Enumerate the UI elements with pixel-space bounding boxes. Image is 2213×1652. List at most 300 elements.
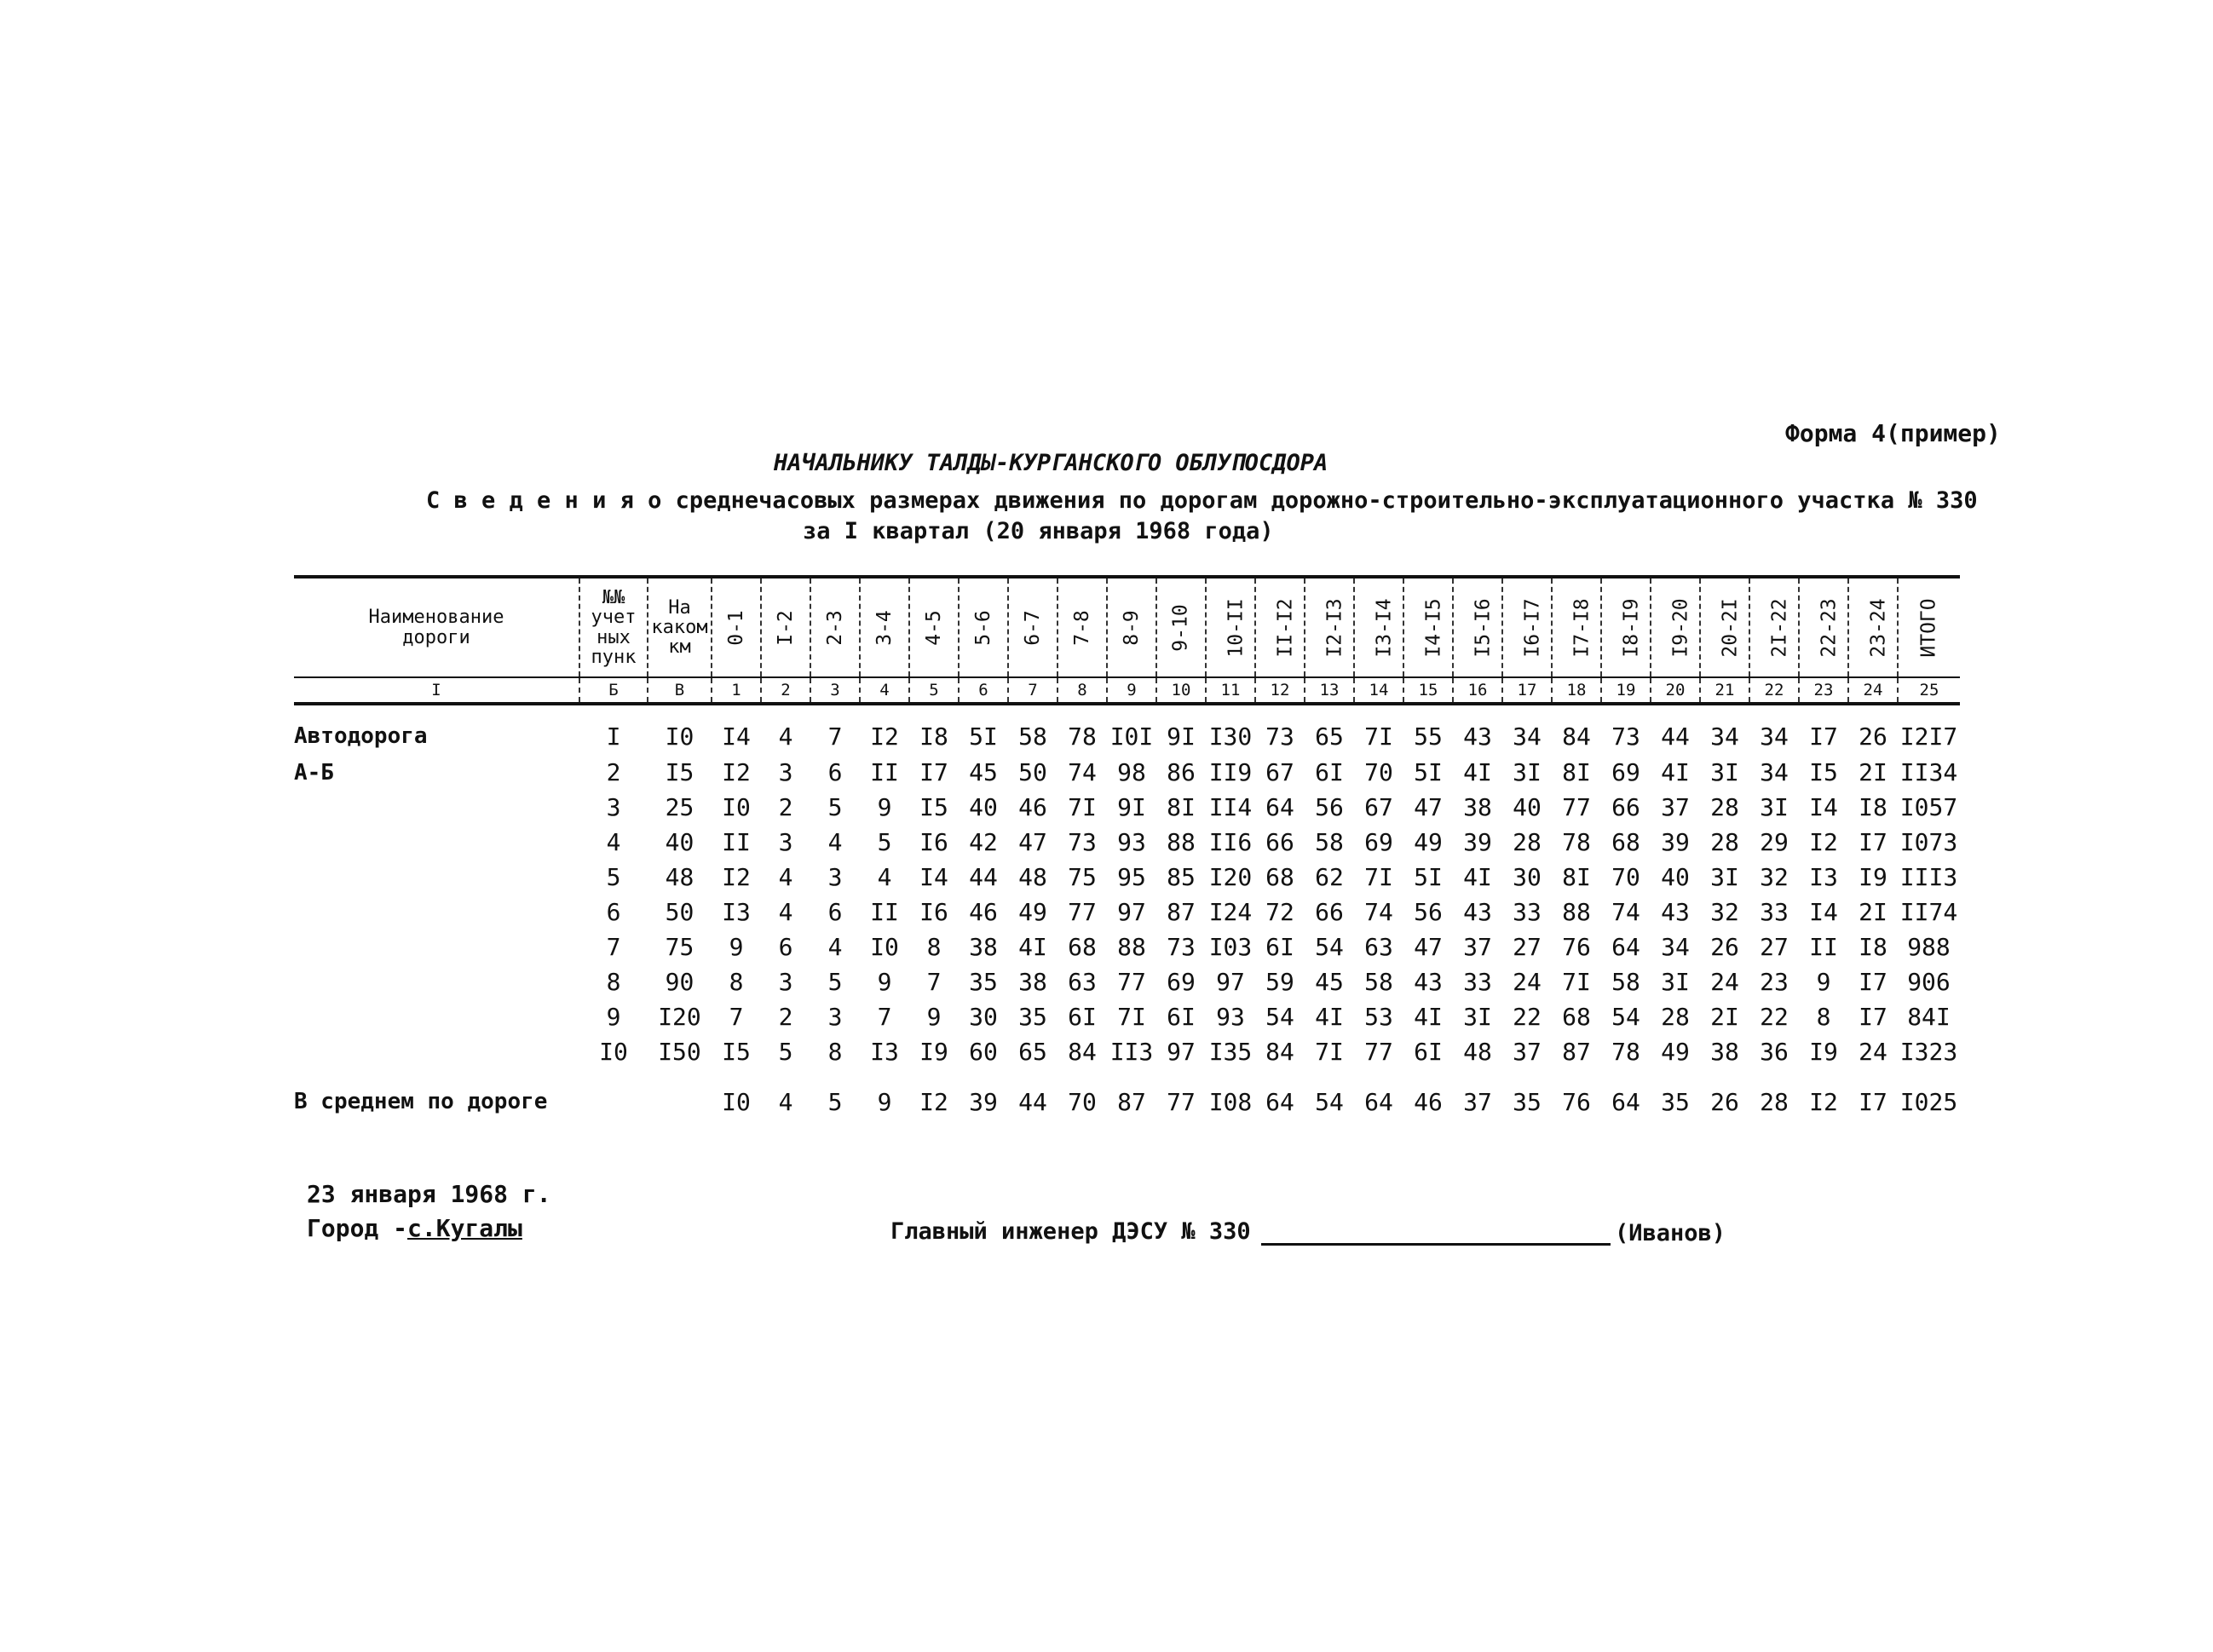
hourly-value-cell: 2I xyxy=(1710,1003,1739,1031)
hourly-value-cell: I7 xyxy=(1859,828,1887,856)
hourly-value-cell: I5 xyxy=(1809,758,1838,786)
point-number-cell: 4 xyxy=(606,828,621,856)
hour-header-label: 0-1 xyxy=(724,609,747,646)
road-name-cell xyxy=(294,999,579,1034)
hourly-value-cell: 44 xyxy=(969,863,998,891)
hourly-value-cell: 6I xyxy=(1167,1003,1196,1031)
hourly-value-cell: 44 xyxy=(1661,722,1690,751)
hourly-value-cell: 85 xyxy=(1167,863,1196,891)
hourly-value-cell: 4 xyxy=(877,863,892,891)
hourly-value-cell: 3 xyxy=(778,758,793,786)
hourly-value-cell: I2 xyxy=(722,758,751,786)
table-row xyxy=(294,790,1960,825)
signature-line xyxy=(1261,1243,1611,1246)
table-body xyxy=(294,704,1960,1124)
hourly-value-cell: 97 xyxy=(1117,898,1146,926)
hour-header-label: I5-I6 xyxy=(1472,597,1495,658)
hourly-value-cell: 53 xyxy=(1364,1003,1393,1031)
hour-header xyxy=(1008,577,1058,677)
hourly-value-cell: 36 xyxy=(1760,1038,1789,1066)
hourly-value-cell: 72 xyxy=(1265,898,1294,926)
hourly-value-cell: 58 xyxy=(1611,968,1640,996)
km-cell: I50 xyxy=(658,1038,701,1066)
hourly-value-cell: 9 xyxy=(877,968,892,996)
hour-header-label: 3-4 xyxy=(873,609,896,646)
hourly-value-cell: 28 xyxy=(1710,828,1739,856)
hourly-value-cell: 84 xyxy=(1265,1038,1294,1066)
km-header-line: каком xyxy=(651,616,708,638)
hourly-value-cell: 8I xyxy=(1167,793,1196,821)
hour-header xyxy=(810,577,860,677)
hourly-value-cell: 46 xyxy=(969,898,998,926)
hourly-value-cell: 42 xyxy=(969,828,998,856)
hourly-value-cell: 9 xyxy=(926,1003,942,1031)
hourly-value-cell: 84 xyxy=(1068,1038,1097,1066)
hourly-value-cell: I6 xyxy=(919,898,948,926)
km-cell: I5 xyxy=(665,758,694,786)
hourly-value-cell: 9 xyxy=(1816,968,1831,996)
hourly-value-cell: 43 xyxy=(1463,898,1492,926)
hourly-value-cell: 64 xyxy=(1611,933,1640,961)
hourly-value-cell: 3 xyxy=(827,863,843,891)
hourly-value-cell: I20 xyxy=(1208,863,1253,891)
hourly-value-cell: 65 xyxy=(1018,1038,1047,1066)
hourly-value-cell: 48 xyxy=(1018,863,1047,891)
hourly-value-cell: 78 xyxy=(1562,828,1591,856)
hour-header-label: I-2 xyxy=(774,609,797,646)
hourly-value-cell: 9 xyxy=(729,933,744,961)
report-date: 23 января 1968 г. xyxy=(307,1180,551,1208)
hourly-value-cell: I2 xyxy=(722,863,751,891)
hourly-value-cell: I8 xyxy=(1859,793,1887,821)
column-number: 11 xyxy=(1206,677,1255,704)
hourly-value-cell: 33 xyxy=(1463,968,1492,996)
hourly-value-cell: 88 xyxy=(1562,898,1591,926)
hourly-value-cell: 38 xyxy=(1463,793,1492,821)
column-number: 13 xyxy=(1305,677,1354,704)
hourly-value-cell: 3I xyxy=(1513,758,1542,786)
hourly-value-cell: I3 xyxy=(722,898,751,926)
total-header-label: ИТОГО xyxy=(1918,597,1940,658)
table-header-row xyxy=(294,577,1960,677)
hourly-value-cell: 7I xyxy=(1562,968,1591,996)
road-name-cell xyxy=(294,895,579,930)
hourly-value-cell: 8I xyxy=(1562,758,1591,786)
hourly-value-cell: I35 xyxy=(1208,1038,1253,1066)
point-number-cell: I xyxy=(606,722,621,751)
hourly-value-cell: 77 xyxy=(1364,1038,1393,1066)
hourly-value-cell: 4I xyxy=(1414,1003,1443,1031)
hourly-value-cell: 49 xyxy=(1018,898,1047,926)
total-cell: I323 xyxy=(1899,1038,1958,1066)
average-value-cell: I08 xyxy=(1208,1087,1253,1116)
km-cell: 40 xyxy=(665,828,694,856)
hourly-value-cell: II xyxy=(722,828,751,856)
column-number: 2 xyxy=(761,677,810,704)
hourly-value-cell: 9I xyxy=(1167,722,1196,751)
hour-header xyxy=(1848,577,1898,677)
road-name-cell: А-Б xyxy=(294,759,334,786)
hourly-value-cell: 69 xyxy=(1611,758,1640,786)
hourly-value-cell: 33 xyxy=(1760,898,1789,926)
column-number-row xyxy=(294,677,1960,704)
hourly-value-cell: 6 xyxy=(778,933,793,961)
hourly-value-cell: 5I xyxy=(1414,758,1443,786)
hourly-value-cell: 50 xyxy=(1018,758,1047,786)
hourly-value-cell: 59 xyxy=(1265,968,1294,996)
hourly-value-cell: 67 xyxy=(1265,758,1294,786)
hourly-value-cell: 47 xyxy=(1414,793,1443,821)
hourly-value-cell: 35 xyxy=(1018,1003,1047,1031)
hourly-value-cell: 48 xyxy=(1463,1038,1492,1066)
average-value-cell: 37 xyxy=(1463,1087,1492,1116)
hourly-value-cell: 3 xyxy=(827,1003,843,1031)
hourly-value-cell: I4 xyxy=(919,863,948,891)
hourly-value-cell: 5 xyxy=(827,968,843,996)
road-name-header-line: Наименование xyxy=(368,607,504,629)
total-cell: I2I7 xyxy=(1899,722,1958,751)
column-number: 8 xyxy=(1058,677,1107,704)
hourly-value-cell: 3 xyxy=(778,828,793,856)
signer-name: (Иванов) xyxy=(1615,1220,1726,1246)
average-value-cell: 35 xyxy=(1661,1087,1690,1116)
average-value-cell: 35 xyxy=(1513,1087,1542,1116)
hour-header-label: II-I2 xyxy=(1274,597,1297,658)
hourly-value-cell: I24 xyxy=(1208,898,1253,926)
total-cell: II74 xyxy=(1899,898,1958,926)
hourly-value-cell: 30 xyxy=(1513,863,1542,891)
hourly-value-cell: 5I xyxy=(969,722,998,751)
column-number: 22 xyxy=(1749,677,1799,704)
hourly-value-cell: 54 xyxy=(1315,933,1344,961)
hourly-value-cell: 22 xyxy=(1760,1003,1789,1031)
hourly-value-cell: 54 xyxy=(1611,1003,1640,1031)
hourly-value-cell: 47 xyxy=(1018,828,1047,856)
hourly-value-cell: 5 xyxy=(827,793,843,821)
hourly-value-cell: 58 xyxy=(1315,828,1344,856)
road-name-cell xyxy=(294,860,579,895)
hourly-value-cell: 22 xyxy=(1513,1003,1542,1031)
hourly-value-cell: 4I xyxy=(1661,758,1690,786)
average-value-cell: 64 xyxy=(1265,1087,1294,1116)
column-number: 12 xyxy=(1255,677,1305,704)
hour-header-label: 5-6 xyxy=(971,609,994,646)
hour-header-label: I7-I8 xyxy=(1570,597,1593,658)
hourly-value-cell: 45 xyxy=(969,758,998,786)
hourly-value-cell: 24 xyxy=(1710,968,1739,996)
hourly-value-cell: 70 xyxy=(1364,758,1393,786)
hourly-value-cell: II6 xyxy=(1208,828,1253,856)
hourly-value-cell: 7I xyxy=(1117,1003,1146,1031)
road-name-cell xyxy=(294,1034,579,1069)
hourly-value-cell: 43 xyxy=(1661,898,1690,926)
hourly-value-cell: 3I xyxy=(1661,968,1690,996)
hourly-value-cell: I9 xyxy=(919,1038,948,1066)
hour-header-label: 22-23 xyxy=(1818,597,1841,658)
hourly-value-cell: 30 xyxy=(969,1003,998,1031)
hourly-value-cell: 55 xyxy=(1414,722,1443,751)
hourly-value-cell: 4 xyxy=(778,863,793,891)
hourly-value-cell: 5 xyxy=(778,1038,793,1066)
hourly-value-cell: 6I xyxy=(1315,758,1344,786)
point-no-header-line: учет xyxy=(591,607,637,629)
hourly-value-cell: 7 xyxy=(877,1003,892,1031)
hourly-value-cell: 32 xyxy=(1760,863,1789,891)
hourly-value-cell: 49 xyxy=(1661,1038,1690,1066)
hourly-value-cell: 4I xyxy=(1463,863,1492,891)
hour-header xyxy=(1552,577,1601,677)
table-row xyxy=(294,964,1960,999)
average-value-cell: 87 xyxy=(1117,1087,1146,1116)
hourly-value-cell: 45 xyxy=(1315,968,1344,996)
road-name-cell xyxy=(294,790,579,825)
table-row xyxy=(294,1034,1960,1069)
hourly-value-cell: 46 xyxy=(1018,793,1047,821)
hour-header xyxy=(1107,577,1156,677)
average-value-cell: 5 xyxy=(827,1087,843,1116)
average-value-cell: I0 xyxy=(722,1087,751,1116)
city-label: Город - xyxy=(307,1214,408,1242)
average-value-cell: 64 xyxy=(1364,1087,1393,1116)
hourly-value-cell: 64 xyxy=(1265,793,1294,821)
point-number-cell: I0 xyxy=(599,1038,628,1066)
hour-header xyxy=(1255,577,1305,677)
hourly-value-cell: 4I xyxy=(1315,1003,1344,1031)
hourly-value-cell: II3 xyxy=(1109,1038,1154,1066)
km-header-line: На xyxy=(668,596,691,619)
hour-header-label: I6-I7 xyxy=(1521,597,1544,658)
average-label: В среднем по дороге xyxy=(294,1089,548,1114)
hourly-value-cell: 75 xyxy=(1068,863,1097,891)
hourly-value-cell: 58 xyxy=(1364,968,1393,996)
total-cell: I057 xyxy=(1899,793,1958,821)
hourly-value-cell: 8I xyxy=(1562,863,1591,891)
point-number-cell: 6 xyxy=(606,898,621,926)
hourly-value-cell: 84 xyxy=(1562,722,1591,751)
point-number-cell: 2 xyxy=(606,758,621,786)
hour-header-label: 10-II xyxy=(1225,597,1248,658)
hourly-value-cell: II4 xyxy=(1208,793,1253,821)
hour-header-label: 2-3 xyxy=(823,609,846,646)
point-number-cell: 3 xyxy=(606,793,621,821)
hourly-value-cell: 6I xyxy=(1265,933,1294,961)
hourly-value-cell: 58 xyxy=(1018,722,1047,751)
hour-header xyxy=(1305,577,1354,677)
column-number: 19 xyxy=(1601,677,1651,704)
column-number: 3 xyxy=(810,677,860,704)
hourly-value-cell: 34 xyxy=(1710,722,1739,751)
hour-header-label: I2-I3 xyxy=(1323,597,1346,658)
hour-header xyxy=(1206,577,1255,677)
hourly-value-cell: 4I xyxy=(1018,933,1047,961)
traffic-table xyxy=(294,575,1960,1124)
hourly-value-cell: I03 xyxy=(1208,933,1253,961)
hourly-value-cell: 5I xyxy=(1414,863,1443,891)
column-number: 9 xyxy=(1107,677,1156,704)
hourly-value-cell: 77 xyxy=(1068,898,1097,926)
hour-header xyxy=(1058,577,1107,677)
hour-header-label: 8-9 xyxy=(1120,609,1143,646)
hourly-value-cell: 2I xyxy=(1859,758,1887,786)
hourly-value-cell: 40 xyxy=(1661,863,1690,891)
hourly-value-cell: 88 xyxy=(1117,933,1146,961)
hourly-value-cell: II9 xyxy=(1208,758,1253,786)
hour-header xyxy=(860,577,909,677)
hour-header xyxy=(1403,577,1453,677)
hour-header-label: I3-I4 xyxy=(1373,597,1396,658)
column-number: В xyxy=(648,677,712,704)
hourly-value-cell: 34 xyxy=(1661,933,1690,961)
hour-header-label: I8-I9 xyxy=(1620,597,1643,658)
city-line xyxy=(307,1214,522,1242)
average-value-cell: 9 xyxy=(877,1087,892,1116)
hourly-value-cell: 39 xyxy=(1463,828,1492,856)
column-number: 7 xyxy=(1008,677,1058,704)
total-cell: 906 xyxy=(1907,968,1951,996)
hourly-value-cell: 27 xyxy=(1760,933,1789,961)
average-value-cell: 4 xyxy=(778,1087,793,1116)
hourly-value-cell: 70 xyxy=(1611,863,1640,891)
form-label: Форма 4(пример) xyxy=(1785,419,2001,447)
km-cell: 50 xyxy=(665,898,694,926)
hourly-value-cell: 38 xyxy=(969,933,998,961)
hourly-value-cell: 6 xyxy=(827,758,843,786)
hourly-value-cell: 37 xyxy=(1661,793,1690,821)
column-number: 17 xyxy=(1502,677,1552,704)
column-number: I xyxy=(294,677,579,704)
average-value-cell: I2 xyxy=(919,1087,948,1116)
hourly-value-cell: I4 xyxy=(1809,793,1838,821)
column-number: 25 xyxy=(1898,677,1960,704)
average-value-cell: 77 xyxy=(1167,1087,1196,1116)
hourly-value-cell: 2 xyxy=(778,793,793,821)
hourly-value-cell: 2I xyxy=(1859,898,1887,926)
column-number: 1 xyxy=(712,677,761,704)
road-name-header xyxy=(294,577,579,677)
average-total-cell: I025 xyxy=(1899,1087,1958,1116)
average-value-cell: 70 xyxy=(1068,1087,1097,1116)
column-number: 21 xyxy=(1700,677,1749,704)
total-header xyxy=(1898,577,1960,677)
average-value-cell: 26 xyxy=(1710,1087,1739,1116)
table-row xyxy=(294,860,1960,895)
hourly-value-cell: 56 xyxy=(1315,793,1344,821)
hourly-value-cell: 4 xyxy=(827,933,843,961)
hourly-value-cell: I0 xyxy=(870,933,899,961)
hourly-value-cell: 78 xyxy=(1611,1038,1640,1066)
addressee: НАЧАЛЬНИКУ ТАЛДЫ-КУРГАНСКОГО ОБЛУПОСДОРА xyxy=(774,450,1328,476)
hourly-value-cell: 66 xyxy=(1265,828,1294,856)
hourly-value-cell: 97 xyxy=(1216,968,1245,996)
hourly-value-cell: 28 xyxy=(1513,828,1542,856)
hourly-value-cell: 43 xyxy=(1414,968,1443,996)
hourly-value-cell: 37 xyxy=(1463,933,1492,961)
road-name-cell xyxy=(294,930,579,964)
hourly-value-cell: 7I xyxy=(1364,863,1393,891)
hour-header xyxy=(1601,577,1651,677)
hourly-value-cell: 76 xyxy=(1562,933,1591,961)
hourly-value-cell: 40 xyxy=(1513,793,1542,821)
hourly-value-cell: 68 xyxy=(1562,1003,1591,1031)
hour-header-label: 23-24 xyxy=(1867,597,1890,658)
hourly-value-cell: 34 xyxy=(1513,722,1542,751)
hour-header-label: 4-5 xyxy=(922,609,945,646)
hourly-value-cell: I7 xyxy=(1859,1003,1887,1031)
column-number: 6 xyxy=(959,677,1008,704)
point-no-header-line: ных xyxy=(596,626,631,648)
km-header xyxy=(648,577,712,677)
hourly-value-cell: 47 xyxy=(1414,933,1443,961)
average-value-cell: 46 xyxy=(1414,1087,1443,1116)
hourly-value-cell: 8 xyxy=(1816,1003,1831,1031)
hourly-value-cell: 7I xyxy=(1068,793,1097,821)
table-row xyxy=(294,895,1960,930)
hourly-value-cell: 88 xyxy=(1167,828,1196,856)
table-row xyxy=(294,999,1960,1034)
hourly-value-cell: 38 xyxy=(1710,1038,1739,1066)
hourly-value-cell: 7I xyxy=(1315,1038,1344,1066)
point-number-cell: 5 xyxy=(606,863,621,891)
point-no-header-line: №№ xyxy=(602,587,625,609)
hourly-value-cell: 26 xyxy=(1710,933,1739,961)
hourly-value-cell: 95 xyxy=(1117,863,1146,891)
road-name-header-line: дороги xyxy=(402,626,470,648)
column-number: 18 xyxy=(1552,677,1601,704)
hourly-value-cell: 37 xyxy=(1513,1038,1542,1066)
hour-header xyxy=(1502,577,1552,677)
hourly-value-cell: 86 xyxy=(1167,758,1196,786)
hour-header xyxy=(1453,577,1502,677)
hourly-value-cell: 69 xyxy=(1364,828,1393,856)
point-number-cell: 7 xyxy=(606,933,621,961)
hourly-value-cell: 54 xyxy=(1265,1003,1294,1031)
signer-title: Главный инженер ДЭСУ № 330 xyxy=(890,1218,1251,1245)
document-subtitle: за I квартал (20 января 1968 года) xyxy=(803,518,1274,544)
hourly-value-cell: 8 xyxy=(926,933,942,961)
hour-header-label: I9-20 xyxy=(1669,597,1692,658)
hour-header xyxy=(1354,577,1403,677)
hourly-value-cell: 6I xyxy=(1414,1038,1443,1066)
hourly-value-cell: 87 xyxy=(1167,898,1196,926)
hourly-value-cell: I0I xyxy=(1109,722,1154,751)
road-name-cell xyxy=(294,825,579,860)
hour-header-label: I4-I5 xyxy=(1422,597,1445,658)
hour-header xyxy=(1799,577,1848,677)
table-row xyxy=(294,825,1960,860)
hourly-value-cell: I3 xyxy=(870,1038,899,1066)
document-title: С в е д е н и я о среднечасовых размерах движения по дорогам дорожно-строительно-эксплуатационного участка № 330 xyxy=(426,487,1978,514)
total-cell: 84I xyxy=(1907,1003,1951,1031)
hourly-value-cell: 27 xyxy=(1513,933,1542,961)
hourly-value-cell: 68 xyxy=(1265,863,1294,891)
hourly-value-cell: 63 xyxy=(1364,933,1393,961)
point-no-header-line: пунк xyxy=(591,646,637,668)
hourly-value-cell: 32 xyxy=(1710,898,1739,926)
hourly-value-cell: 34 xyxy=(1760,722,1789,751)
total-cell: II34 xyxy=(1899,758,1958,786)
table-row xyxy=(294,704,1960,755)
hourly-value-cell: I2 xyxy=(870,722,899,751)
hourly-value-cell: 8 xyxy=(827,1038,843,1066)
average-value-cell: I2 xyxy=(1809,1087,1838,1116)
hourly-value-cell: I9 xyxy=(1809,1038,1838,1066)
hourly-value-cell: 93 xyxy=(1117,828,1146,856)
km-header-line: км xyxy=(668,636,691,659)
hourly-value-cell: 24 xyxy=(1513,968,1542,996)
hourly-value-cell: 9 xyxy=(877,793,892,821)
hour-header-label: 6-7 xyxy=(1021,609,1044,646)
total-cell: I073 xyxy=(1899,828,1958,856)
